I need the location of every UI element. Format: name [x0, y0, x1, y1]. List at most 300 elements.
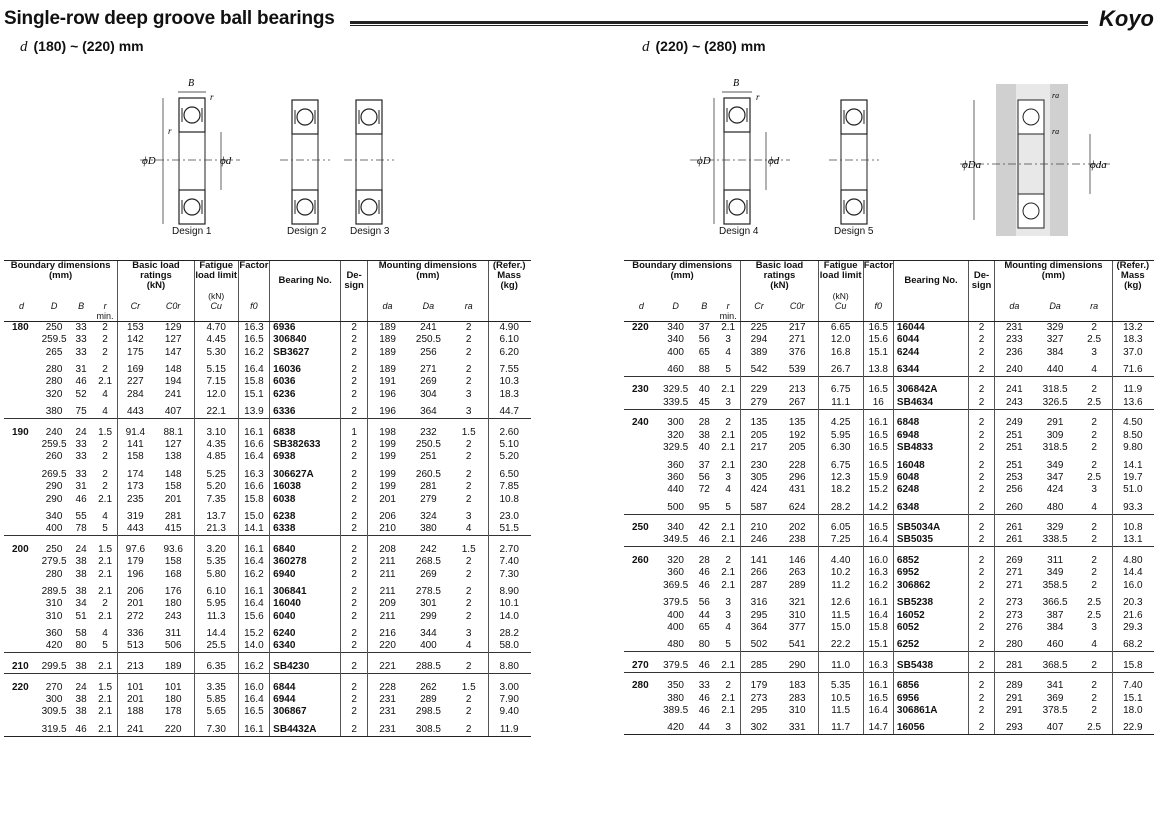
cell-ra: 2 [465, 706, 472, 718]
bore-diameter [4, 598, 39, 610]
cell-Da: 424 [1046, 484, 1064, 496]
table-row [4, 511, 531, 523]
cell-cr: 229 [741, 384, 777, 396]
table-row [624, 722, 1154, 735]
cell-width: 38 [75, 586, 87, 598]
col-r: r min. [93, 301, 118, 322]
cell-bearing-no: 6840 [270, 544, 341, 556]
cell-ra: 2 [465, 439, 472, 451]
cell-ra: 2.5 [1087, 597, 1102, 609]
cell-mass: 14.4 [1112, 567, 1152, 579]
cell-chamfer: 2.1 [98, 706, 113, 718]
cell-c0r: 178 [164, 706, 182, 718]
cell-cr: 273 [741, 693, 777, 705]
cell-chamfer: 2.1 [721, 567, 736, 579]
cell-bearing-no: 306627A [270, 469, 341, 481]
cell-mass: 14.0 [488, 611, 530, 623]
cell-cu: 5.35 [194, 556, 238, 568]
cell-f0: 16.5 [863, 459, 893, 471]
cell-mass: 51.5 [488, 523, 530, 536]
cell-width: 24 [75, 543, 87, 555]
cell-design: 2 [969, 472, 995, 484]
cell-ra: 2 [1091, 680, 1097, 692]
cell-design: 2 [969, 597, 995, 609]
svg-text:r: r [210, 92, 214, 102]
cell-design: 2 [969, 364, 995, 377]
cell-Da: 341 [1046, 680, 1064, 692]
cell-da: 199 [368, 451, 407, 463]
cell-width: 28 [698, 555, 710, 567]
cell-width: 37 [698, 322, 710, 333]
cell-f0: 16.4 [238, 364, 270, 376]
cell-ra: 4 [465, 640, 472, 652]
table-row [4, 598, 531, 610]
cell-bearing-no: 6856 [893, 680, 968, 692]
col-da: da [368, 301, 407, 322]
header-rule [350, 21, 1088, 26]
cell-c0r: 147 [164, 346, 182, 358]
cell-ra: 2 [1091, 442, 1097, 454]
col-cr-right: Cr [741, 301, 777, 322]
cell-chamfer: 4 [102, 405, 108, 417]
cell-design: 2 [969, 622, 995, 634]
cell-f0: 15.6 [863, 334, 893, 346]
cell-mass: 93.3 [1112, 502, 1152, 515]
cell-cu: 5.25 [194, 469, 238, 481]
table-row [4, 376, 531, 388]
bore-diameter [4, 346, 39, 358]
bore-diameter [4, 586, 39, 598]
cell-design: 2 [341, 493, 368, 505]
cell-chamfer: 2 [725, 417, 731, 429]
cell-outer-diameter: 300 [45, 694, 63, 705]
cell-width: 34 [75, 598, 87, 610]
bore-diameter [624, 534, 659, 547]
bore-diameter: 200 [12, 543, 29, 555]
cell-cr: 284 [118, 389, 153, 401]
cell-f0: 16.5 [863, 442, 893, 454]
design2-caption: Design 2 [287, 226, 327, 237]
cell-Da: 260.5 [415, 468, 441, 480]
cell-ra: 3 [1091, 622, 1097, 634]
cell-ra: 2 [465, 451, 472, 463]
cell-da: 289 [994, 680, 1033, 692]
right-bearing-table [624, 260, 1154, 735]
cell-Da: 378.5 [1042, 705, 1068, 717]
cell-c0r: 376 [788, 346, 806, 358]
cell-Da: 299 [420, 610, 437, 622]
cell-ra: 1.5 [461, 681, 476, 693]
cell-Da: 262 [420, 681, 437, 693]
cell-outer-diameter: 310 [45, 610, 63, 622]
table-row [4, 469, 531, 481]
cell-f0: 16.3 [863, 567, 893, 579]
bore-diameter [4, 389, 39, 401]
cell-c0r: 321 [788, 597, 806, 609]
cell-design: 2 [969, 442, 995, 454]
bore-diameter [624, 484, 659, 496]
design-header: De- sign [341, 261, 368, 302]
cell-c0r: 192 [788, 429, 806, 441]
cell-c0r: 415 [164, 523, 182, 535]
cell-cr: 294 [741, 334, 777, 346]
cell-cr: 188 [118, 706, 153, 718]
cell-cr: 101 [118, 681, 153, 693]
cell-width: 46 [698, 705, 710, 717]
cell-cr: 443 [118, 406, 153, 419]
cell-f0: 16.4 [863, 534, 893, 547]
cell-cr: 179 [741, 680, 777, 692]
cell-cr: 241 [118, 724, 153, 737]
cell-da: 261 [994, 534, 1033, 547]
cell-bearing-no: 6044 [893, 334, 968, 346]
cell-chamfer: 2.1 [721, 692, 736, 704]
cell-width: 80 [698, 639, 710, 651]
cell-chamfer: 2.1 [98, 556, 113, 568]
fatigue-header: Fatigue load limit [194, 261, 238, 292]
cell-outer-diameter: 269.5 [41, 468, 67, 480]
cell-da: 240 [994, 364, 1033, 377]
cell-cr: 206 [118, 586, 153, 598]
bore-diameter [624, 397, 659, 410]
group-separator [624, 514, 1154, 522]
cell-mass: 37.0 [1112, 346, 1152, 358]
bore-diameter [624, 567, 659, 579]
cell-bearing-no: 6240 [270, 628, 341, 640]
cell-chamfer: 2.1 [98, 610, 113, 622]
cell-chamfer: 2 [102, 439, 108, 451]
cell-f0: 16.1 [238, 724, 270, 737]
cell-bearing-no: 306861A [893, 705, 968, 717]
cell-bearing-no: SB4634 [893, 397, 968, 410]
cell-outer-diameter: 379.5 [663, 659, 689, 671]
table-row [4, 523, 531, 536]
bore-diameter [624, 705, 659, 717]
cell-Da: 338.5 [1042, 534, 1068, 546]
cell-bearing-no: 360278 [270, 556, 341, 568]
cell-design: 2 [969, 346, 995, 358]
cell-chamfer: 2 [102, 598, 108, 610]
table-row [4, 426, 531, 438]
table-row [4, 568, 531, 580]
col-f0-right: f0 [863, 301, 893, 322]
right-range-symbol: d [642, 39, 650, 55]
col-B: B [69, 301, 93, 322]
table-row [624, 397, 1154, 410]
table-row [624, 442, 1154, 454]
cell-design: 2 [341, 661, 368, 674]
cell-outer-diameter: 240 [45, 426, 63, 438]
right-range-label [642, 38, 766, 56]
cell-cr: 272 [118, 611, 153, 623]
cell-ra: 3 [1091, 346, 1097, 358]
cell-f0: 16.2 [238, 346, 270, 358]
cell-design: 2 [969, 322, 995, 335]
col-D-right: D [659, 301, 693, 322]
bore-diameter: 220 [12, 681, 29, 693]
cell-da: 209 [368, 598, 407, 610]
design5-caption: Design 5 [834, 226, 874, 237]
table-row [624, 622, 1154, 634]
cell-width: 38 [75, 660, 87, 672]
cell-cr: 266 [741, 567, 777, 579]
cell-cu: 4.40 [818, 555, 863, 567]
cell-width: 52 [75, 388, 87, 400]
table-row [624, 417, 1154, 429]
cell-ra: 2 [1091, 384, 1097, 396]
cell-da: 236 [994, 346, 1033, 358]
cell-design: 2 [341, 451, 368, 463]
cell-bearing-no: 306842A [893, 384, 968, 396]
cell-cu: 5.95 [818, 430, 863, 442]
col-ra: ra [450, 301, 488, 322]
basic-load-header: Basic load ratings (kN) [118, 261, 195, 292]
cell-cr: 302 [741, 722, 777, 735]
cell-outer-diameter: 290 [45, 481, 63, 493]
cell-width: 24 [75, 426, 87, 438]
cell-f0: 16.2 [238, 661, 270, 674]
cell-mass: 11.9 [488, 724, 530, 737]
left-range-label [20, 38, 144, 56]
bore-diameter: 250 [632, 522, 649, 534]
cell-Da: 309 [1046, 429, 1064, 441]
cell-cu: 14.4 [194, 628, 238, 640]
cell-c0r: 238 [788, 534, 806, 546]
cell-da: 189 [368, 334, 407, 346]
bore-diameter [4, 439, 39, 451]
design3-caption: Design 3 [350, 226, 390, 237]
group-separator [624, 672, 1154, 680]
cell-chamfer: 2.1 [98, 376, 113, 388]
svg-text:r: r [756, 92, 760, 102]
cell-cr: 174 [118, 469, 153, 481]
cell-chamfer: 5 [102, 523, 108, 535]
cell-width: 46 [698, 692, 710, 704]
bore-diameter [4, 724, 39, 737]
cell-ra: 2.5 [1087, 334, 1102, 346]
cell-Da: 407 [1034, 722, 1077, 735]
cell-Da: 440 [1046, 363, 1064, 375]
cell-cu: 7.30 [194, 724, 238, 737]
cell-bearing-no: SB5238 [893, 597, 968, 609]
cell-cr: 587 [741, 502, 777, 515]
cell-outer-diameter: 340 [667, 334, 684, 346]
cell-cr: 225 [741, 322, 777, 335]
cell-c0r: 228 [788, 459, 806, 471]
cell-da: 291 [994, 705, 1033, 717]
cell-ra: 2 [465, 568, 472, 580]
design-header-right: De- sign [969, 261, 995, 302]
table-row [4, 493, 531, 505]
cell-outer-diameter: 360 [667, 471, 684, 483]
factor-header: Factor [238, 261, 270, 292]
cell-c0r: 127 [164, 334, 182, 346]
cell-width: 44 [698, 609, 710, 621]
cell-cu: 11.5 [818, 705, 863, 717]
cell-cr: 364 [741, 622, 777, 634]
cell-mass: 14.1 [1112, 459, 1152, 471]
cell-design: 2 [969, 567, 995, 579]
cell-c0r: 271 [788, 334, 806, 346]
cell-bearing-no: 6344 [893, 364, 968, 377]
cell-bearing-no: 6956 [893, 693, 968, 705]
cell-mass: 51.0 [1112, 484, 1152, 496]
cell-c0r: 176 [164, 586, 182, 598]
cell-ra: 2.5 [1087, 609, 1102, 621]
cell-outer-diameter: 289.5 [41, 586, 67, 598]
bore-diameter [624, 693, 659, 705]
cell-c0r: 263 [788, 567, 806, 579]
cell-width: 38 [75, 568, 87, 580]
cell-cu: 5.15 [194, 364, 238, 376]
cell-ra: 2.5 [1087, 396, 1102, 408]
cell-mass: 10.1 [488, 598, 530, 610]
cell-c0r: 220 [153, 724, 195, 737]
cell-ra: 2 [465, 334, 472, 346]
boundary-header: Boundary dimensions (mm) [4, 261, 118, 292]
cell-ra: 3 [465, 405, 472, 417]
table-row [4, 628, 531, 640]
cell-da: 291 [994, 693, 1033, 705]
cell-c0r: 205 [788, 442, 806, 454]
cell-bearing-no: 6848 [893, 417, 968, 429]
cell-c0r: 331 [777, 722, 819, 735]
table-row [4, 556, 531, 568]
cell-outer-diameter: 310 [45, 598, 63, 610]
col-d: d [4, 301, 39, 322]
cell-ra: 3 [465, 628, 472, 640]
cell-design: 2 [341, 628, 368, 640]
cell-Da: 324 [420, 510, 437, 522]
cell-bearing-no: 16038 [270, 481, 341, 493]
cell-bearing-no: 6938 [270, 451, 341, 463]
cell-outer-diameter: 420 [45, 640, 63, 652]
cell-f0: 13.9 [238, 406, 270, 419]
col-r-right: r min. [716, 301, 741, 322]
table-row [4, 694, 531, 706]
cell-ra: 2 [465, 322, 472, 333]
cell-f0: 14.1 [238, 523, 270, 536]
cell-cu: 5.85 [194, 694, 238, 706]
cell-bearing-no: 16056 [893, 722, 968, 735]
cell-ra: 2 [1091, 555, 1097, 567]
cell-cu: 10.5 [818, 693, 863, 705]
col-D: D [39, 301, 69, 322]
cell-chamfer: 2.1 [98, 493, 113, 505]
cell-c0r: 506 [164, 640, 182, 652]
cell-cu: 6.65 [818, 322, 863, 335]
cell-design: 2 [341, 724, 368, 737]
cell-Da: 318.5 [1042, 384, 1068, 396]
cell-design: 2 [969, 397, 995, 410]
design4-caption: Design 4 [719, 226, 759, 237]
cell-c0r: 431 [788, 484, 806, 496]
cell-f0: 16.4 [238, 694, 270, 706]
cell-design: 2 [341, 406, 368, 419]
cell-design: 2 [969, 417, 995, 429]
design5-drawing [829, 100, 879, 224]
mass-header-right: (Refer.) Mass (kg) [1112, 261, 1152, 302]
cell-width: 33 [698, 680, 710, 692]
kn-unit-right: (kN) [818, 291, 863, 301]
cell-cr: 285 [741, 660, 777, 673]
cell-ra: 2 [465, 660, 472, 672]
cell-Da: 250.5 [415, 439, 441, 451]
cell-width: 38 [75, 694, 87, 705]
cell-cr: 389 [741, 346, 777, 358]
cell-cr: 502 [741, 639, 777, 652]
bore-diameter [624, 364, 659, 377]
cell-mass: 5.20 [488, 451, 530, 463]
bore-diameter [4, 556, 39, 568]
bore-diameter [624, 472, 659, 484]
cell-f0: 16.1 [238, 426, 270, 438]
cell-outer-diameter: 320 [45, 388, 63, 400]
cell-da: 256 [994, 484, 1033, 496]
cell-f0: 16.0 [863, 555, 893, 567]
cell-mass: 4.50 [1112, 417, 1152, 429]
cell-width: 46 [698, 567, 710, 579]
bore-diameter [4, 640, 39, 653]
cell-ra: 2 [1091, 322, 1097, 333]
cell-da: 231 [994, 322, 1033, 335]
cell-cr: 210 [741, 522, 777, 534]
cell-da: 199 [368, 439, 407, 451]
cell-da: 251 [994, 459, 1033, 471]
cell-bearing-no: SB4230 [270, 661, 341, 674]
cell-ra: 2.5 [1076, 722, 1112, 735]
table-row [4, 661, 531, 674]
cell-outer-diameter: 320 [667, 429, 684, 441]
bore-diameter: 220 [632, 322, 649, 333]
cell-ra: 2 [1091, 705, 1097, 717]
cell-width: 46 [698, 659, 710, 671]
svg-text:r: r [168, 126, 172, 136]
cell-f0: 15.8 [238, 376, 270, 388]
table-row [4, 724, 531, 737]
svg-text:ϕD: ϕD [142, 155, 156, 167]
cell-ra: 3 [1091, 484, 1097, 496]
table-row [624, 609, 1154, 621]
cell-f0: 16.5 [863, 384, 893, 396]
cell-c0r: 624 [788, 501, 806, 513]
design1-drawing [140, 78, 240, 224]
cell-Da: 278.5 [415, 586, 441, 598]
cell-mass: 7.85 [488, 481, 530, 493]
cell-mass: 2.60 [488, 426, 530, 438]
cell-mass: 44.7 [488, 406, 530, 419]
col-cr: Cr [118, 301, 153, 322]
cell-c0r: 158 [164, 481, 182, 493]
cell-ra: 2 [465, 598, 472, 610]
cell-mass: 18.3 [488, 389, 530, 401]
group-separator [4, 536, 531, 544]
cell-chamfer: 2 [102, 322, 108, 333]
cell-ra: 4 [1091, 501, 1097, 513]
cell-ra: 2 [465, 556, 472, 568]
cell-c0r: 377 [788, 622, 806, 634]
cell-c0r: 539 [788, 363, 806, 375]
cell-chamfer: 2 [725, 680, 731, 692]
cell-cu: 11.2 [818, 580, 863, 592]
cell-c0r: 311 [165, 628, 182, 640]
cell-f0: 14.0 [238, 640, 270, 653]
cell-mass: 21.6 [1112, 609, 1152, 621]
table-row [4, 611, 531, 623]
cell-f0: 16.0 [238, 681, 270, 693]
cell-cr: 135 [741, 417, 777, 429]
cell-bearing-no: 6948 [893, 430, 968, 442]
